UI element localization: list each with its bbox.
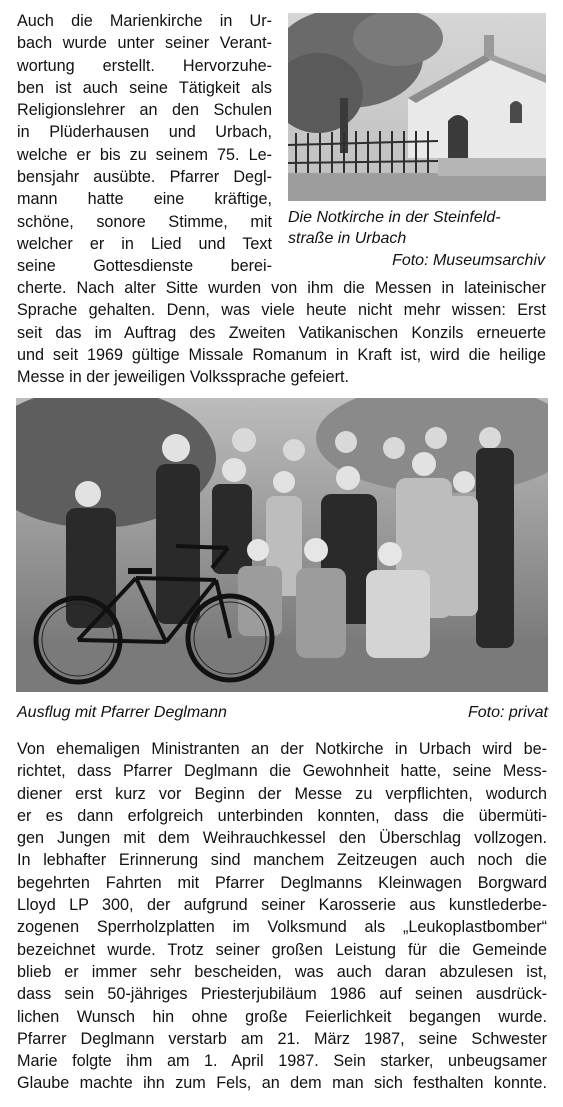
text-line: bensjahr ausübte. Pfarrer Degl- xyxy=(17,168,272,187)
text-line: seit das im Auftrag des Zweiten Vatikanischen Konzils erneuerte xyxy=(17,323,546,342)
text-line: blieb er immer sehr bescheiden, was auch daran abzulesen ist, xyxy=(17,962,547,981)
text-line: cherte. Nach alter Sitte wurden von ihm die Messen in lateinischer xyxy=(17,279,546,297)
text-line: ben ist auch seine Tätigkeit als xyxy=(17,78,272,97)
text-line: Auch die Marienkirche in Ur- xyxy=(17,12,272,30)
text-line: dass sein 50-jähriges Priesterjubiläum 1986 auf seinen ausdrück- xyxy=(17,985,547,1004)
text-line: schöne, sonore Stimme, mit xyxy=(17,212,272,231)
text-line: richtet, dass Pfarrer Deglmann die Gewohnheit hatte, seine Mess- xyxy=(17,762,547,781)
text-line: Messe in der jeweiligen Volkssprache gefeiert. xyxy=(17,368,350,387)
church-photo-caption: Die Notkirche in der Steinfeld- xyxy=(288,209,501,226)
church-photo xyxy=(288,13,546,201)
text-line: begehrten Fahrten mit Pfarrer Deglmanns Kleinwagen Borgward xyxy=(17,873,547,892)
text-line: er es dann erfolgreich unterbinden konnten, dass die übermüti- xyxy=(17,806,547,825)
text-line: bach wurde unter seiner Verant- xyxy=(17,34,272,53)
text-line: welche er bis zu seinem 75. Le- xyxy=(17,145,272,164)
text-line: Glaube machte ihn zum Fels, an dem man sich festhalten konnte. xyxy=(17,1074,547,1093)
text-line: seine Gottesdienste berei- xyxy=(17,257,272,276)
text-line: Lloyd LP 300, der aufgrund seiner Karosserie aus kunstlederbe- xyxy=(17,896,547,915)
text-line: welcher er in Lied und Text xyxy=(17,234,272,253)
text-line: Religionslehrer an den Schulen xyxy=(17,101,272,120)
group-photo-caption: Ausflug mit Pfarrer Deglmann xyxy=(17,704,227,721)
text-line: mann hatte eine kräftige, xyxy=(17,190,272,209)
church-photo-credit: Foto: Museumsarchiv xyxy=(392,252,545,269)
text-line: bezeichnet wurde. Trotz seiner großen Leistung für die Gemeinde xyxy=(17,940,547,959)
mass-language-paragraph xyxy=(17,277,546,388)
text-line: lichen Wunsch hin ohne große Feierlichkeit begangen wurde. xyxy=(17,1007,547,1026)
group-photo-credit: Foto: privat xyxy=(467,704,548,721)
church-photo-caption: straße in Urbach xyxy=(288,230,407,247)
text-line: und seit 1969 gültige Missale Romanum in Kraft ist, wird die heilige xyxy=(17,345,546,364)
text-line: diener erst kurz vor Beginn der Messe zu verpflichten, wodurch xyxy=(17,784,547,803)
text-line: Sprache gehalten. Denn, was viele heute nicht mehr wissen: Erst xyxy=(17,301,546,320)
text-line: zogenen Sperrholzplatten im Volksmund als „Leukoplastbomber“ xyxy=(17,918,547,937)
text-line: In lebhafter Erinnerung sind manchem Zeitzeugen auch noch die xyxy=(17,851,547,870)
text-line: wortung erstellt. Hervorzuhe- xyxy=(17,56,272,75)
text-line: Von ehemaligen Ministranten an der Notkirche in Urbach wird be- xyxy=(17,740,547,758)
text-line: gen Jungen mit dem Weihrauchkessel den Überschlag vollzogen. xyxy=(17,829,547,848)
text-line: in Plüderhausen und Urbach, xyxy=(17,123,272,142)
intro-paragraph xyxy=(17,10,272,278)
ministrants-paragraph xyxy=(17,738,547,1095)
text-line: Pfarrer Deglmann verstarb am 21. März 1987, seine Schwester xyxy=(17,1029,547,1048)
text-line: Marie folgte ihm am 1. April 1987. Sein starker, unbeugsamer xyxy=(17,1052,547,1071)
group-photo xyxy=(16,398,548,692)
